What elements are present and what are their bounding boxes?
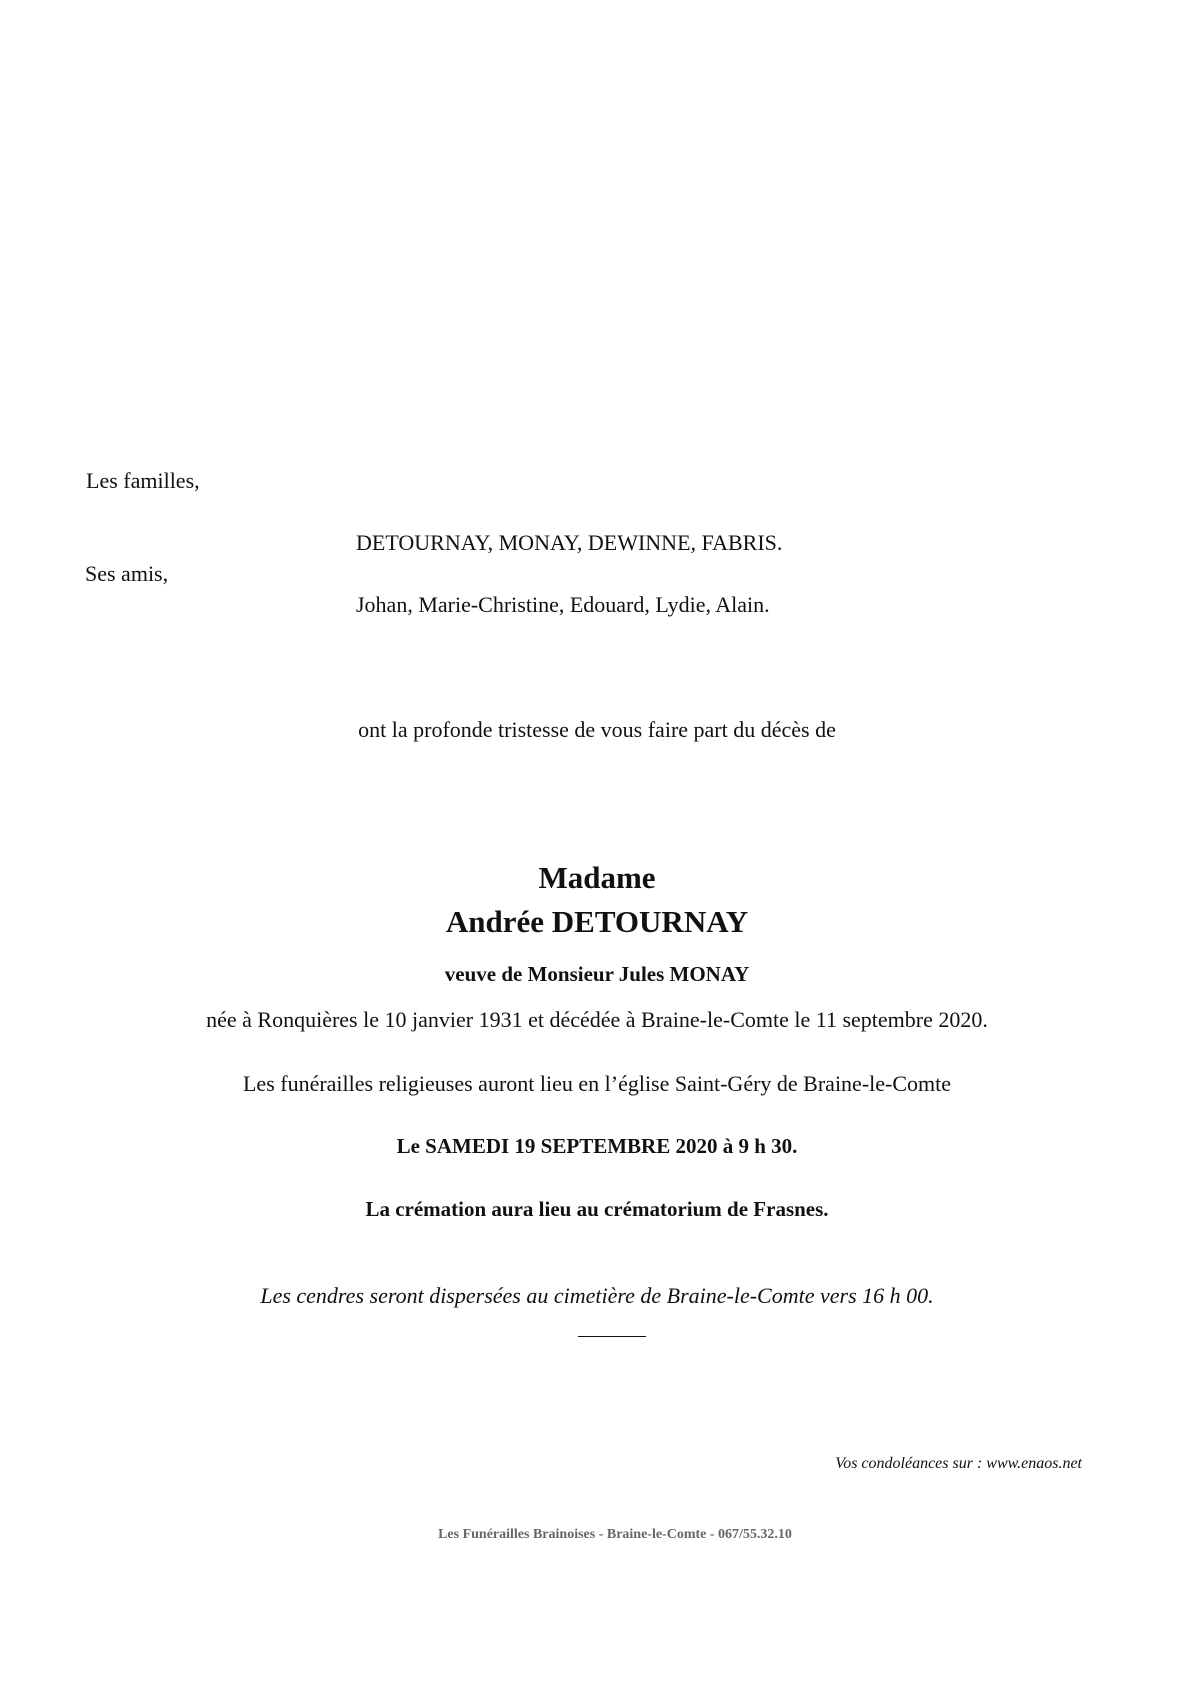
cremation-line: La crémation aura lieu au crématorium de Frasnes. — [365, 1197, 829, 1221]
funeral-line: Les funérailles religieuses auront lieu en l’église Saint-Géry de Braine-le-Comte — [242, 1071, 952, 1096]
funeral-home: Les Funérailles Brainoises - Braine-le-Comte - 067/55.32.10 — [438, 1527, 792, 1542]
announcement-text: ont la profonde tristesse de vous faire part du décès de — [358, 717, 836, 742]
friends-label: Ses amis, — [85, 561, 169, 586]
divider — [578, 1336, 646, 1337]
birth-death-line: née à Ronquières le 10 janvier 1931 et décédée à Braine-le-Comte le 11 septembre 2020. — [206, 1007, 988, 1032]
families-names: DETOURNAY, MONAY, DEWINNE, FABRIS. — [356, 530, 783, 555]
condolences-link: Vos condoléances sur : www.enaos.net — [835, 1455, 1082, 1472]
friends-names: Johan, Marie-Christine, Edouard, Lydie, Alain. — [356, 592, 770, 617]
deceased-name: Andrée DETOURNAY — [445, 904, 749, 939]
funeral-date: Le SAMEDI 19 SEPTEMBRE 2020 à 9 h 30. — [396, 1134, 798, 1158]
spouse-line: veuve de Monsieur Jules MONAY — [444, 962, 750, 986]
deceased-title: Madame — [538, 860, 656, 895]
families-label: Les familles, — [86, 468, 200, 493]
ashes-line: Les cendres seront dispersées au cimetière de Braine-le-Comte vers 16 h 00. — [260, 1283, 934, 1308]
